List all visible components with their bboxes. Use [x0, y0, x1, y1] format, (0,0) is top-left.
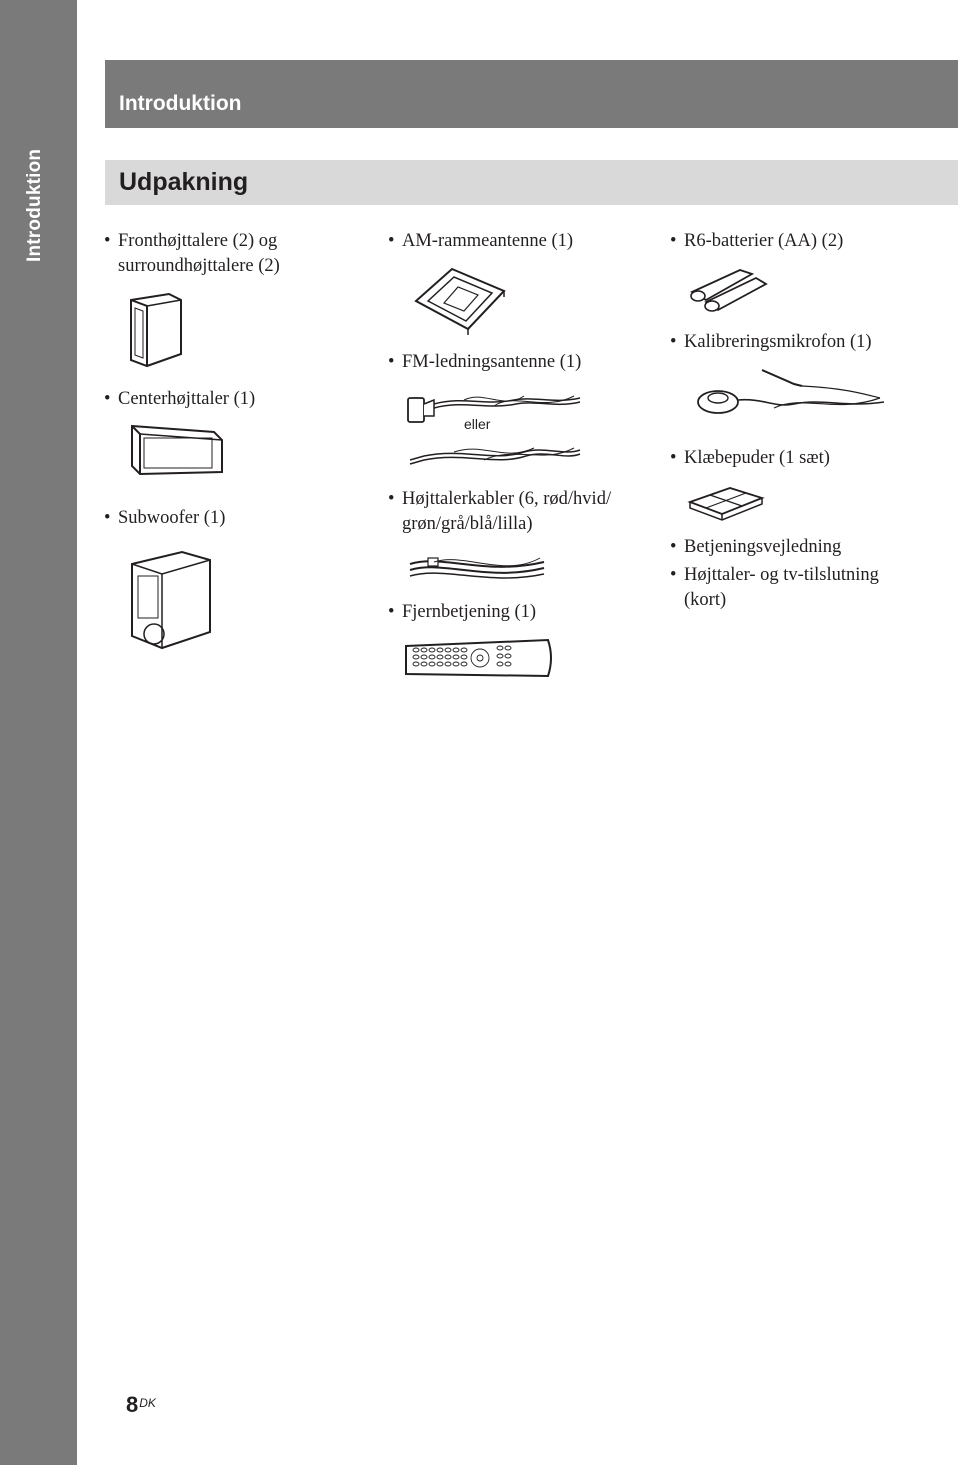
item-text: R6-batterier (AA) (2) — [684, 231, 844, 251]
fm-antenna-illustration — [404, 386, 584, 430]
list-item-pads: • Klæbepuder (1 sæt) — [670, 448, 830, 468]
item-text: Betjeningsvejledning — [684, 537, 842, 557]
list-item-card: • Højttaler- og tv-tilslutning (kort) — [684, 563, 879, 613]
list-item-remote: • Fjernbetjening (1) — [388, 602, 537, 622]
item-text: Centerhøjttaler (1) — [118, 389, 256, 409]
list-item-center: • Centerhøjttaler (1) — [104, 389, 256, 409]
center-speaker-illustration — [128, 422, 228, 478]
item-text: Subwoofer (1) — [118, 508, 226, 528]
side-tab — [0, 0, 77, 1465]
item-text-line: (kort) — [684, 590, 727, 610]
section-title: Introduktion — [119, 92, 242, 115]
subsection-header — [105, 160, 958, 205]
list-item-subwoofer: • Subwoofer (1) — [104, 508, 226, 528]
page-suffix: DK — [139, 1396, 156, 1410]
item-text: FM-ledningsantenne (1) — [402, 352, 582, 372]
remote-illustration — [404, 638, 556, 678]
item-text-line: surroundhøjttalere (2) — [118, 256, 280, 276]
side-tab-label: Introduktion — [24, 148, 45, 262]
list-item-speaker-cables: • Højttalerkabler (6, rød/hvid/ grøn/grå/blå/lilla) — [402, 487, 611, 537]
list-item-manual: • Betjeningsvejledning — [670, 537, 842, 557]
item-text-line: Højttalerkabler (6, rød/hvid/ — [402, 489, 612, 509]
or-label: eller — [464, 416, 491, 432]
item-text: Klæbepuder (1 sæt) — [684, 448, 830, 468]
front-speaker-illustration — [125, 290, 187, 370]
speaker-cables-illustration — [404, 548, 550, 586]
list-item-am-antenna: • AM-rammeantenne (1) — [388, 231, 574, 251]
list-item-fm-antenna: • FM-ledningsantenne (1) — [388, 352, 582, 372]
list-item-calibration-mic: • Kalibreringsmikrofon (1) — [670, 332, 872, 352]
am-antenna-illustration — [412, 263, 508, 339]
section-header — [105, 60, 958, 128]
page-number: $8^{DK}$ — [126, 1392, 156, 1417]
item-text-line: grøn/grå/blå/lilla) — [402, 514, 533, 534]
item-text: Fjernbetjening (1) — [402, 602, 537, 622]
list-item-front-surround: • Fronthøjttalere (2) og surroundhøjttalere (2) — [118, 229, 280, 279]
item-text: AM-rammeantenne (1) — [402, 231, 574, 251]
batteries-illustration — [684, 264, 772, 314]
list-item-batteries: • R6-batterier (AA) (2) — [670, 231, 844, 251]
adhesive-pads-illustration — [686, 484, 766, 526]
subwoofer-illustration — [128, 548, 216, 652]
item-text-line: Fronthøjttalere (2) og — [118, 231, 278, 251]
subsection-title: Udpakning — [119, 168, 249, 196]
item-text: Kalibreringsmikrofon (1) — [684, 332, 872, 352]
item-text-line: Højttaler- og tv-tilslutning — [684, 565, 879, 585]
fm-antenna-alt-illustration — [404, 440, 584, 470]
calibration-mic-illustration — [694, 364, 888, 426]
